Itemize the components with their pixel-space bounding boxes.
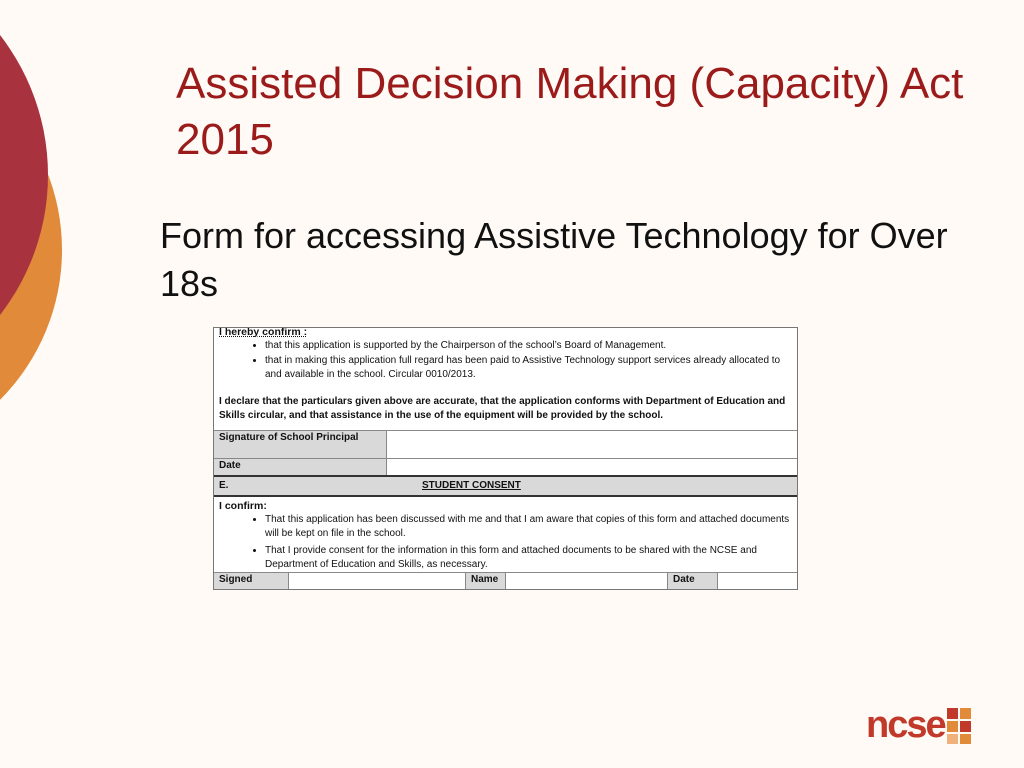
confirm-section — [214, 327, 797, 424]
consent-item: • That this application has been discussed with me and that I am aware that copies of this form and attached documents will be kept on file in the school. — [265, 513, 792, 542]
section-e-header — [214, 475, 797, 497]
section-letter: E. — [219, 480, 229, 491]
signature-label: Signature of School Principal — [214, 431, 387, 458]
decorative-arcs — [0, 0, 70, 410]
date-label: Date — [214, 459, 387, 475]
consent-heading: I confirm: — [219, 499, 267, 512]
logo-text: ncse — [866, 704, 945, 746]
consent-list — [219, 513, 792, 573]
date-row — [214, 458, 797, 475]
section-heading: STUDENT CONSENT — [422, 480, 521, 491]
consent-section — [214, 497, 797, 573]
date2-field — [718, 573, 797, 589]
declaration-text: I declare that the particulars given above are accurate, that the application conforms with Department of Education and Skills circular, and that assistance in the use of the equipment will be provided by the school. — [219, 395, 786, 421]
slide-title: Assisted Decision Making (Capacity) Act 2015 — [176, 59, 964, 164]
name-label: Name — [466, 573, 506, 589]
ncse-logo — [866, 706, 971, 746]
form-excerpt-image — [213, 327, 798, 590]
confirm-item: • that in making this application full regard has been paid to Assistive Technology support services already allocated to and available in the school. Circular 0010/2013. — [265, 354, 792, 383]
confirm-heading: I hereby confirm : — [219, 327, 308, 338]
date-field — [387, 459, 797, 475]
logo-grid-icon — [947, 708, 971, 744]
date2-label: Date — [668, 573, 718, 589]
signed-row — [214, 572, 797, 589]
signed-field — [289, 573, 466, 589]
slide-subtitle: Form for accessing Assistive Technology for Over 18s — [160, 215, 948, 304]
signature-field — [387, 431, 797, 458]
signature-row — [214, 430, 797, 458]
consent-item: • That I provide consent for the information in this form and attached documents to be shared with the NCSE and Department of Education and Skills, as necessary. — [265, 544, 792, 573]
name-field — [506, 573, 668, 589]
signed-label: Signed — [214, 573, 289, 589]
confirm-list — [219, 339, 792, 383]
confirm-item: • that this application is supported by the Chairperson of the school’s Board of Management. — [265, 339, 792, 354]
